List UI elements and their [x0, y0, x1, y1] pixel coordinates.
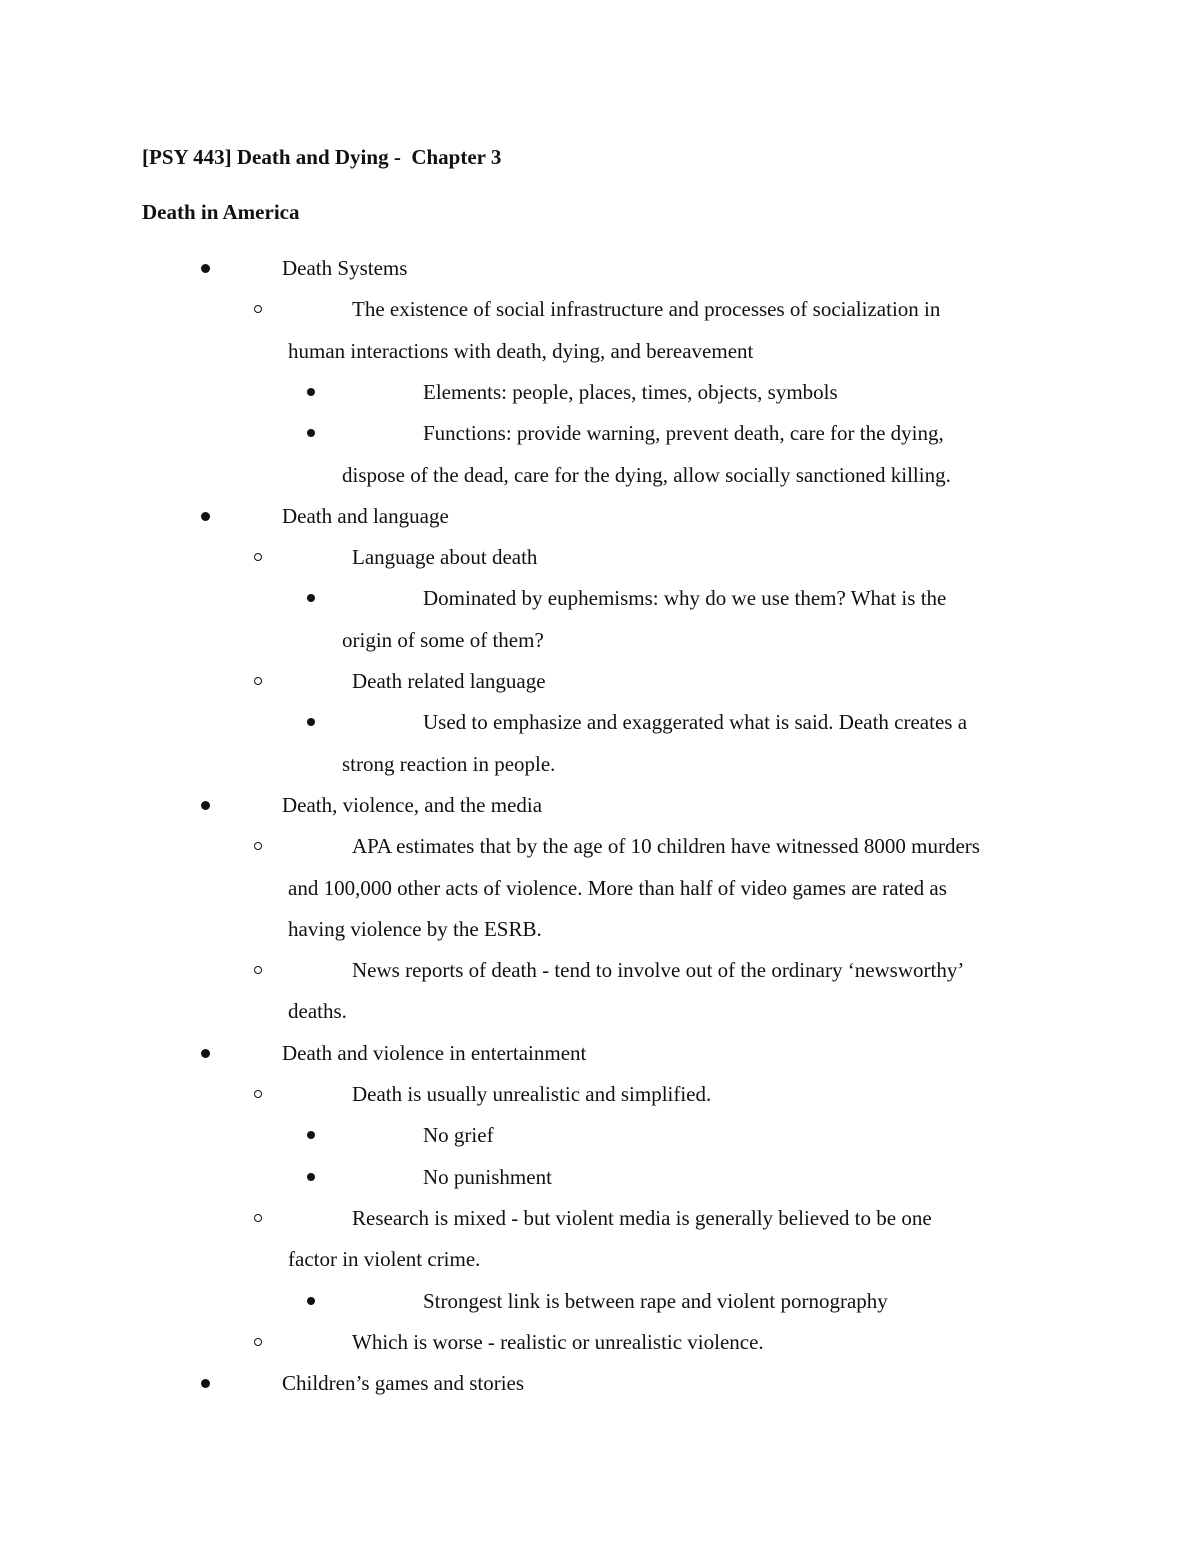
outline-item-level-2: News reports of death - tend to involve out of the ordinary ‘newsworthy’	[352, 958, 965, 983]
bullet-icon	[307, 388, 315, 396]
bullet-icon	[307, 594, 315, 602]
bullet-icon	[201, 264, 210, 273]
outline-item-level-2: factor in violent crime.	[288, 1247, 481, 1272]
outline-item-level-2: Research is mixed - but violent media is generally believed to be one	[352, 1205, 932, 1230]
outline-item-level-2: Language about death	[352, 545, 538, 570]
circle-bullet-icon	[254, 553, 262, 561]
bullet-icon	[201, 1049, 210, 1058]
outline-item-level-1: Death and language	[282, 503, 449, 528]
outline-item-level-1: Children’s games and stories	[282, 1371, 525, 1396]
outline-item-level-3: No grief	[423, 1123, 494, 1148]
outline-item-level-2: deaths.	[288, 999, 347, 1024]
circle-bullet-icon	[254, 966, 262, 974]
outline-item-level-3: Functions: provide warning, prevent death, care for the dying,	[423, 421, 944, 446]
outline-item-level-2: Death is usually unrealistic and simplified.	[352, 1082, 712, 1106]
outline-item-level-2: Death related language	[352, 669, 546, 693]
circle-bullet-icon	[254, 1338, 262, 1346]
outline-item-level-3: Dominated by euphemisms: why do we use them? What is the	[423, 586, 947, 611]
bullet-icon	[201, 512, 210, 521]
circle-bullet-icon	[254, 677, 262, 685]
outline-item-level-1: Death Systems	[282, 256, 408, 280]
outline-item-level-1: Death and violence in entertainment	[282, 1040, 587, 1065]
circle-bullet-icon	[254, 305, 262, 313]
outline-item-level-2: having violence by the ESRB.	[288, 916, 542, 941]
outline-item-level-3: Elements: people, places, times, objects, symbols	[423, 379, 838, 404]
bullet-icon	[307, 1173, 315, 1181]
outline-item-level-3: origin of some of them?	[342, 627, 544, 652]
circle-bullet-icon	[254, 1214, 262, 1222]
outline-item-level-3: dispose of the dead, care for the dying, allow socially sanctioned killing.	[342, 462, 951, 487]
outline-item-level-3: Strongest link is between rape and violent pornography	[423, 1288, 888, 1313]
outline-item-level-2: Which is worse - realistic or unrealistic violence.	[352, 1329, 764, 1354]
bullet-icon	[201, 801, 210, 810]
outline-item-level-3: Used to emphasize and exaggerated what is said. Death creates a	[423, 710, 968, 735]
outline-item-level-2: human interactions with death, dying, and bereavement	[288, 338, 754, 363]
circle-bullet-icon	[254, 842, 262, 850]
outline-item-level-2: APA estimates that by the age of 10 children have witnessed 8000 murders	[352, 834, 980, 859]
bullet-icon	[307, 429, 315, 437]
document-title: [PSY 443] Death and Dying - Chapter 3	[142, 145, 502, 169]
outline-item-level-2: and 100,000 other acts of violence. More than half of video games are rated as	[288, 875, 947, 900]
outline-item-level-2: The existence of social infrastructure and processes of socialization in	[352, 297, 941, 322]
bullet-icon	[307, 1297, 315, 1305]
outline-item-level-1: Death, violence, and the media	[282, 792, 543, 817]
bullet-icon	[307, 1131, 315, 1139]
bullet-icon	[307, 718, 315, 726]
bullet-icon	[201, 1379, 210, 1388]
circle-bullet-icon	[254, 1090, 262, 1098]
outline-item-level-3: No punishment	[423, 1164, 552, 1189]
section-heading: Death in America	[142, 200, 300, 224]
outline-item-level-3: strong reaction in people.	[342, 751, 556, 776]
